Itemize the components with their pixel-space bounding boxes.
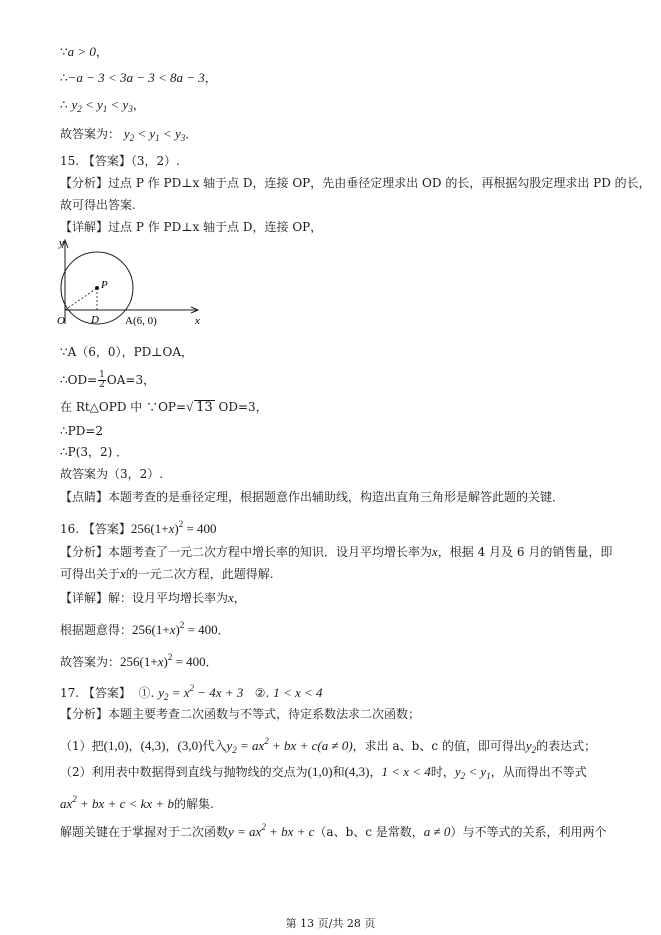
punct: ， bbox=[204, 71, 217, 85]
point-d-label: D bbox=[91, 314, 99, 326]
math-interval: 1 < x < 4 bbox=[273, 685, 323, 700]
line-answer-14 bbox=[60, 126, 197, 146]
text: 和 bbox=[332, 765, 345, 779]
text: 【分析】本题考查了一元二次方程中增长率的知识．设月平均增长率为 bbox=[60, 545, 433, 559]
math-q16-equation-2: $256(1+x)^2 = 400$ bbox=[132, 620, 218, 637]
q16-analysis-line2 bbox=[60, 566, 274, 582]
answer-label: 16. 【答案】 bbox=[60, 522, 131, 536]
line-a-positive bbox=[60, 44, 108, 60]
q17-analysis: 【分析】本题主要考查二次函数与不等式，待定系数法求二次函数； bbox=[60, 707, 421, 721]
segment-op bbox=[65, 288, 97, 310]
text: 的解集. bbox=[173, 797, 214, 811]
q16-equation-line bbox=[60, 617, 230, 638]
od-suffix: OA=3， bbox=[106, 373, 156, 387]
math-inequality: $ax^2$ + bx + c < kx + b bbox=[60, 794, 174, 811]
point-p-dot bbox=[95, 286, 99, 290]
q17-step1: （1）把(1,0)，(4,3)，(3,0)代入$y_2 = ax^2$ + bx + c(a ≠ 0)，求出 a、b、c 的值，即可得出$y_2$的表达式； bbox=[60, 736, 597, 755]
text: ，从而得出不等式 bbox=[490, 765, 587, 779]
q15-p: ∴P(3，2) ． bbox=[60, 445, 129, 459]
therefore-symbol: ∴ bbox=[60, 71, 68, 85]
var-x: x bbox=[228, 590, 234, 605]
q15-comment: 【点睛】本题考查的是垂径定理，根据题意作出辅助线，构造出直角三角形是解答此题的关键． bbox=[60, 490, 565, 504]
text: （1）把 bbox=[60, 739, 104, 753]
q17-key bbox=[60, 819, 606, 840]
math-y-order: $y_2 < y_1 < y_3$ bbox=[71, 97, 133, 114]
text: ， bbox=[233, 591, 246, 605]
math-inequality-chain: −a − 3 < 3a − 3 < 8a − 3 bbox=[67, 70, 205, 85]
q15-analysis-line1: 【分析】过点 P 作 PD⊥x 轴于点 D，连接 OP，先由垂径定理求出 OD 的长，再根据勾股定理求出 PD 的长， bbox=[60, 176, 651, 190]
because-symbol: ∵ bbox=[60, 45, 68, 59]
q15-pd: ∴PD=2 bbox=[60, 424, 104, 438]
text: 的一元二次方程，此题得解. bbox=[125, 567, 274, 581]
text: ）与不等式的关系，利用两个 bbox=[450, 825, 607, 839]
point-4-3: (4,3) bbox=[140, 738, 166, 753]
q16-final bbox=[60, 649, 218, 670]
op-suffix: OD=3， bbox=[214, 400, 268, 414]
sqrt-icon: √ bbox=[186, 399, 194, 414]
q15-figure bbox=[55, 236, 215, 336]
text: ，求出 a、b、c 的值，即可得出 bbox=[352, 739, 526, 753]
fraction-one-half: $\frac{1}{2}$ bbox=[99, 370, 105, 390]
var-x: x bbox=[432, 544, 438, 559]
math-interval: 1 < x < 4 bbox=[381, 764, 431, 779]
point-p-label: P bbox=[101, 279, 108, 291]
therefore-symbol: ∴ bbox=[60, 98, 72, 112]
q15-od-line bbox=[60, 371, 155, 390]
math-quadratic: $y = ax^2$ + bx + c bbox=[228, 822, 315, 839]
text: （a、b、c 是常数， bbox=[314, 825, 424, 839]
page-footer: 第 13 页/共 28 页 bbox=[285, 917, 376, 930]
q16-answer bbox=[60, 516, 217, 537]
point-1-0: (1,0) bbox=[103, 738, 129, 753]
math-y2-lt-y1: $y_2 < y_1$ bbox=[454, 764, 491, 781]
q15-op-line bbox=[60, 399, 268, 415]
point-4-3: (4,3) bbox=[344, 764, 370, 779]
q15-given: ∵A（6，0），PD⊥OA， bbox=[60, 345, 194, 359]
text: （2）利用表中数据得到直线与抛物线的交点为 bbox=[60, 765, 308, 779]
text: 可得出关于 bbox=[60, 567, 121, 581]
math-a-nonzero: a ≠ 0 bbox=[423, 824, 451, 839]
text: 解题关键在于掌握对于二次函数 bbox=[60, 825, 229, 839]
punct: ． bbox=[205, 655, 218, 669]
answer-label: 故答案为： bbox=[60, 127, 121, 141]
answer-label: 故答案为： bbox=[60, 655, 121, 669]
od-prefix: ∴OD= bbox=[60, 373, 98, 387]
q16-detail bbox=[60, 590, 246, 606]
q15-final: 故答案为（3，2）. bbox=[60, 467, 164, 481]
option-1: ①. bbox=[138, 686, 159, 700]
math-y2-expr: $y_2 = x^2 - 4x + 3$ bbox=[158, 683, 244, 702]
text: 代入 bbox=[202, 739, 227, 753]
punct: ． bbox=[185, 127, 198, 141]
q17-step2: （2）利用表中数据得到直线与抛物线的交点为(1,0)和(4,3)，1 < x < 4时，$y_2 < y_1$，从而得出不等式 bbox=[60, 764, 587, 781]
point-3-0: (3,0) bbox=[177, 738, 203, 753]
line-y-order bbox=[60, 97, 145, 117]
q17-inequality bbox=[60, 791, 214, 812]
text: ，根据 4 月及 6 月的销售量，即 bbox=[437, 545, 613, 559]
line-inequality-chain bbox=[60, 70, 217, 86]
point-a-label: A(6, 0) bbox=[125, 315, 157, 327]
math-a-positive: a > 0 bbox=[67, 44, 96, 59]
text: 【详解】解：设月平均增长率为 bbox=[60, 591, 229, 605]
math-q16-equation-3: $256(1+x)^2 = 400$ bbox=[120, 652, 206, 669]
punct: ． bbox=[217, 623, 230, 637]
point-1-0: (1,0) bbox=[307, 764, 333, 779]
q15-analysis-line2: 故可得出答案. bbox=[60, 198, 136, 212]
text: 时， bbox=[430, 765, 455, 779]
var-y2: $y_2$ bbox=[525, 738, 537, 755]
origin-label: O bbox=[57, 315, 65, 327]
math-y-order-answer: $y_2 < y_1 < y_3$ bbox=[123, 126, 186, 143]
q15-detail: 【详解】过点 P 作 PD⊥x 轴于点 D，连接 OP， bbox=[60, 220, 323, 234]
q16-analysis-line1 bbox=[60, 544, 612, 560]
punct: ， bbox=[95, 45, 108, 59]
math-y2-general: $y_2 = ax^2$ + bx + c(a ≠ 0) bbox=[226, 736, 353, 755]
math-q16-equation: $256(1+x)^2 = 400$ bbox=[130, 519, 217, 536]
sqrt-13: 13 bbox=[196, 400, 213, 415]
answer-label: 17. 【答案】 bbox=[60, 686, 131, 700]
option-2: ②. bbox=[254, 686, 274, 700]
text: 的表达式； bbox=[536, 739, 597, 753]
op-prefix: 在 Rt△OPD 中 ∵OP= bbox=[60, 400, 187, 414]
var-x: x bbox=[120, 566, 126, 581]
q17-answer bbox=[60, 680, 323, 705]
q15-answer: 15. 【答案】（3，2）. bbox=[60, 154, 180, 168]
punct: ， bbox=[132, 98, 145, 112]
x-axis-label: x bbox=[195, 315, 200, 327]
y-axis-label: y bbox=[59, 237, 64, 249]
text: 根据题意得： bbox=[60, 623, 133, 637]
